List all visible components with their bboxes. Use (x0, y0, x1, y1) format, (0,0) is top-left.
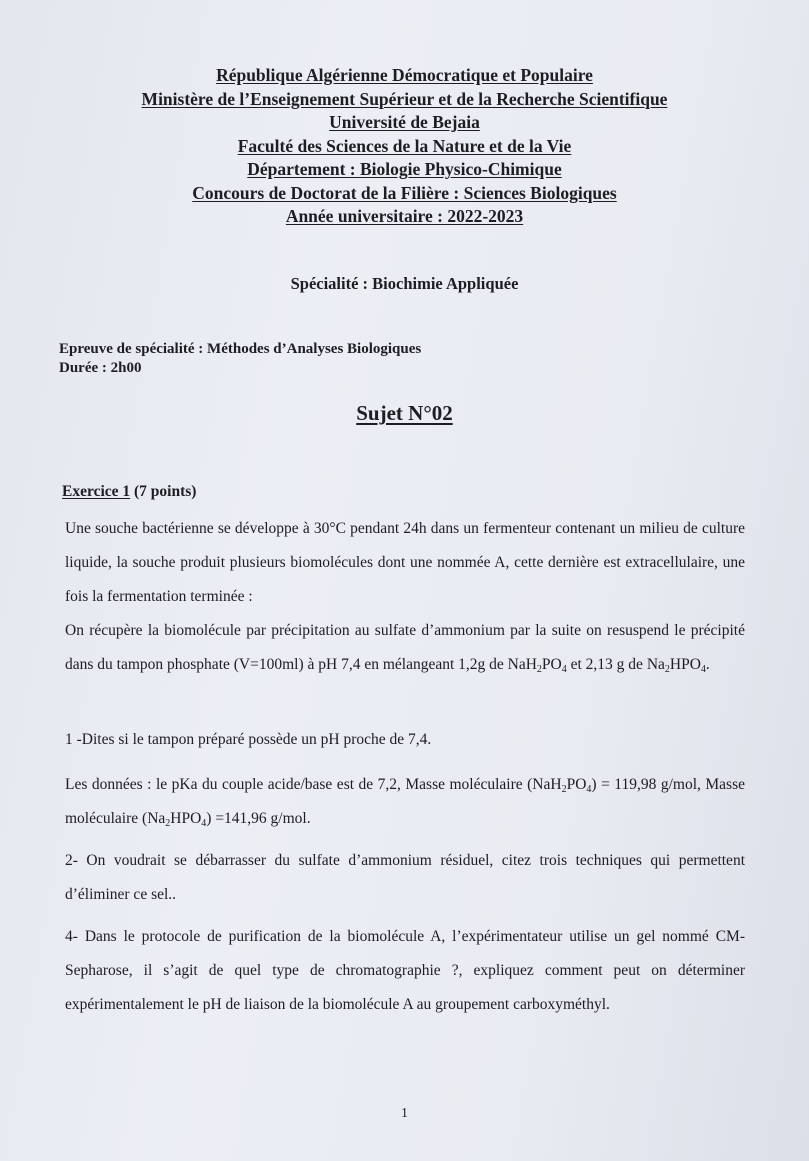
subscript-2: 2 (165, 818, 171, 829)
page-number: 1 (401, 1106, 408, 1121)
header-line-departement: Département : Biologie Physico-Chimique (247, 159, 562, 179)
specialite-title: Spécialité : Biochimie Appliquée (290, 274, 519, 293)
header-line-republique: République Algérienne Démocratique et Populaire (216, 65, 593, 85)
subscript-2: 2 (561, 784, 567, 795)
p2-text-b: PO (541, 656, 562, 673)
p4-text-b: PO (566, 776, 587, 793)
duree-line: Durée : 2h00 (59, 360, 142, 376)
subscript-4: 4 (700, 664, 706, 675)
p2-text-e: . (705, 656, 710, 673)
institution-header (0, 64, 809, 229)
subscript-4: 4 (201, 818, 207, 829)
sujet-label: Sujet N°02 (356, 401, 453, 425)
p4-text-c: ) = 119,98 g/mol, Masse moléculaire (Na (65, 776, 745, 827)
exercise-heading (62, 483, 196, 501)
question-1: 1 -Dites si le tampon préparé possède un pH proche de 7,4. (65, 731, 432, 748)
subscript-2: 2 (536, 664, 542, 675)
p4-text-e: ) =141,96 g/mol. (206, 810, 311, 827)
exercise-points: (7 points) (130, 483, 197, 500)
sujet-title (0, 401, 809, 426)
header-line-concours: Concours de Doctorat de la Filière : Sciences Biologiques (192, 182, 617, 203)
header-line-faculte: Faculté des Sciences de la Nature et de la Vie (237, 135, 572, 156)
p2-text-a: On récupère la biomolécule par précipitation au sulfate d’ammonium par la suite on resuspend le précipité dans du tampon phosphate (V=100ml) à pH 7,4 en mélangeant 1,2g de NaH (65, 622, 745, 673)
header-line-ministere: Ministère de l’Enseignement Supérieur et de la Recherche Scientifique (141, 88, 668, 109)
header-line-universite: Université de Bejaia (329, 112, 480, 132)
p4-text-a: Les données : le pKa du couple acide/base est de 7,2, Masse moléculaire (NaH (65, 776, 562, 793)
paragraph-intro: Une souche bactérienne se développe à 30°C pendant 24h dans un fermenteur contenant un milieu de culture liquide, la souche produit plusieurs biomolécules dont une nommée A, cette dernière est extracellulaire, une fois la fermentation terminée : (65, 520, 745, 605)
header-line-annee: Année universitaire : 2022-2023 (285, 206, 524, 226)
question-4: 4- Dans le protocole de purification de la biomolécule A, l’expérimentateur utilise un gel nommé CM-Sepharose, il s’agit de quel type de chromatographie ?, expliquez comment peut on déterminer expérimentalement le pH de liaison de la biomolécule A au groupement carboxyméthyl. (65, 928, 745, 1013)
subscript-2: 2 (664, 664, 670, 675)
p2-text-d: HPO (669, 656, 701, 673)
exercise-label: Exercice 1 (62, 483, 131, 500)
exam-info (59, 340, 421, 378)
paragraph-precipitation (65, 614, 745, 682)
subscript-4: 4 (586, 784, 592, 795)
p2-text-c: et 2,13 g de Na (570, 656, 665, 673)
subscript-4: 4 (561, 664, 567, 675)
p4-text-d: HPO (170, 810, 202, 827)
epreuve-line: Epreuve de spécialité : Méthodes d’Analyses Biologiques (59, 341, 422, 357)
paragraph-donnees (65, 768, 745, 836)
question-2: 2- On voudrait se débarrasser du sulfate d’ammonium résiduel, citez trois techniques qui permettent d’éliminer ce sel.. (65, 852, 745, 903)
